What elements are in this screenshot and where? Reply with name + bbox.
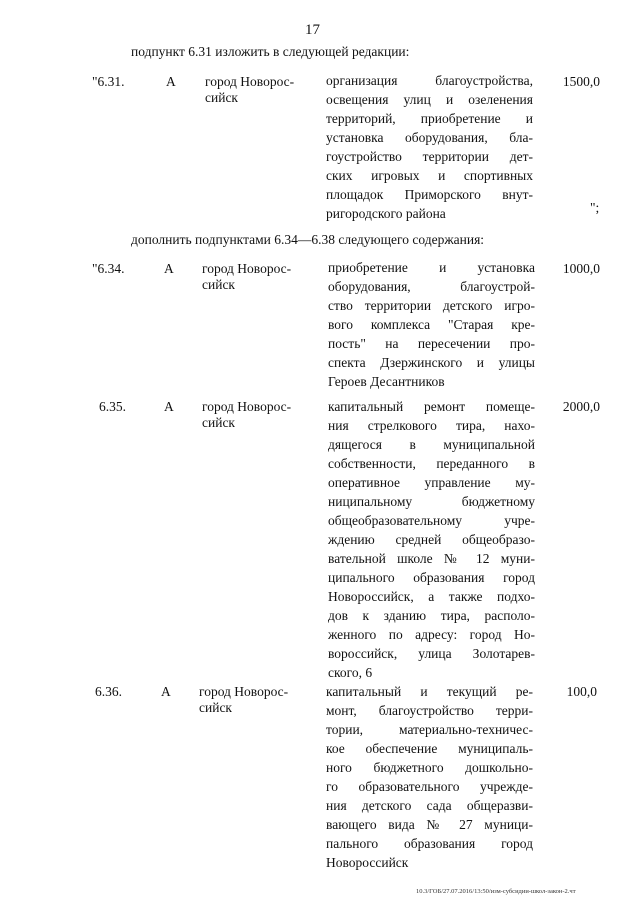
description-line: ния детского сада общеразви- — [326, 798, 533, 813]
description-line: пального образования город — [326, 836, 533, 851]
footer-file-reference: 10.3/ГОБ/27.07.2016/13:50/изм-субсидии-школ-закон-2.чт — [416, 888, 576, 895]
intro-paragraph-1: подпункт 6.31 изложить в следующей редакции: — [131, 44, 410, 59]
description-line: приобретение и установка — [328, 260, 535, 275]
description-line: Новороссийск, а также подхо- — [328, 589, 535, 604]
row-city — [202, 261, 312, 292]
city-line: город Новорос- — [202, 261, 292, 276]
description-line: установка оборудования, бла- — [326, 130, 533, 145]
row-city — [199, 684, 309, 715]
description-line: капитальный ремонт помеще- — [328, 399, 535, 414]
city-line: сийск — [205, 89, 238, 105]
description-line: собственности, переданного в — [328, 456, 535, 471]
description-line: капитальный и текущий ре- — [326, 684, 533, 699]
row-amount: 1000,0 — [562, 261, 600, 276]
row-city — [205, 74, 315, 105]
description-line: ципального образования город — [328, 570, 535, 585]
row-description — [326, 682, 533, 872]
description-line: организация благоустройства, — [326, 73, 533, 88]
description-line: территорий, приобретение и — [326, 111, 533, 126]
description-line: тории, материально-техничес- — [326, 722, 533, 737]
description-line: ригородского района — [326, 206, 446, 221]
city-line: город Новорос- — [202, 399, 292, 414]
city-line: сийск — [202, 414, 235, 430]
page-number: 17 — [305, 22, 320, 38]
description-line: вого комплекса "Старая кре- — [328, 317, 535, 332]
description-line: Новороссийск — [326, 855, 409, 870]
description-line: ского, 6 — [328, 665, 373, 680]
description-line: оперативное управление му- — [328, 475, 535, 490]
description-line: вающего вида № 27 муници- — [326, 817, 533, 832]
description-line: спекта Дзержинского и улицы — [328, 355, 535, 370]
row-number: 6.36. — [95, 684, 122, 699]
description-line: площадок Приморского внут- — [326, 187, 533, 202]
description-line: ного бюджетного дошкольно- — [326, 760, 533, 775]
description-line: кое обеспечение муниципаль- — [326, 741, 533, 756]
row-amount: 2000,0 — [562, 399, 600, 414]
description-line: Героев Десантников — [328, 374, 445, 389]
row-amount: 100,0 — [566, 684, 597, 699]
description-line: ниципальному бюджетному — [328, 494, 535, 509]
description-line: го образовательного учрежде- — [326, 779, 533, 794]
description-line: гоустройство территории дет- — [326, 149, 533, 164]
description-line: дов к зданию тира, располо- — [328, 608, 535, 623]
row-description — [328, 258, 535, 391]
intro-paragraph-2: дополнить подпунктами 6.34—6.38 следующего содержания: — [131, 232, 485, 247]
row-description — [326, 71, 533, 223]
description-line: вороссийск, улица Золотарев- — [328, 646, 535, 661]
city-line: сийск — [202, 276, 235, 292]
description-line: монт, благоустройство терри- — [326, 703, 533, 718]
row-category: А — [161, 684, 171, 699]
row-number: "6.34. — [92, 261, 125, 276]
closing-quote: "; — [590, 200, 600, 215]
row-category: А — [164, 399, 174, 414]
city-line: город Новорос- — [199, 684, 289, 699]
description-line: оборудования, благоустрой- — [328, 279, 535, 294]
row-number: 6.35. — [99, 399, 126, 414]
description-line: пость" на пересечении про- — [328, 336, 535, 351]
description-line: вательной школе № 12 муни- — [328, 551, 535, 566]
city-line: сийск — [199, 699, 232, 715]
row-description — [328, 397, 535, 682]
description-line: женного по адресу: город Но- — [328, 627, 535, 642]
row-amount: 1500,0 — [562, 74, 600, 89]
description-line: ждению средней общеобразо- — [328, 532, 535, 547]
row-number: "6.31. — [92, 74, 125, 89]
description-line: ство территории детского игро- — [328, 298, 535, 313]
row-category: А — [164, 261, 174, 276]
description-line: общеобразовательному учре- — [328, 513, 535, 528]
row-category: А — [166, 74, 176, 89]
description-line: ния стрелкового тира, нахо- — [328, 418, 535, 433]
description-line: освещения улиц и озеленения — [326, 92, 533, 107]
description-line: дящегося в муниципальной — [328, 437, 535, 452]
row-city — [202, 399, 312, 430]
city-line: город Новорос- — [205, 74, 295, 89]
description-line: ских игровых и спортивных — [326, 168, 533, 183]
